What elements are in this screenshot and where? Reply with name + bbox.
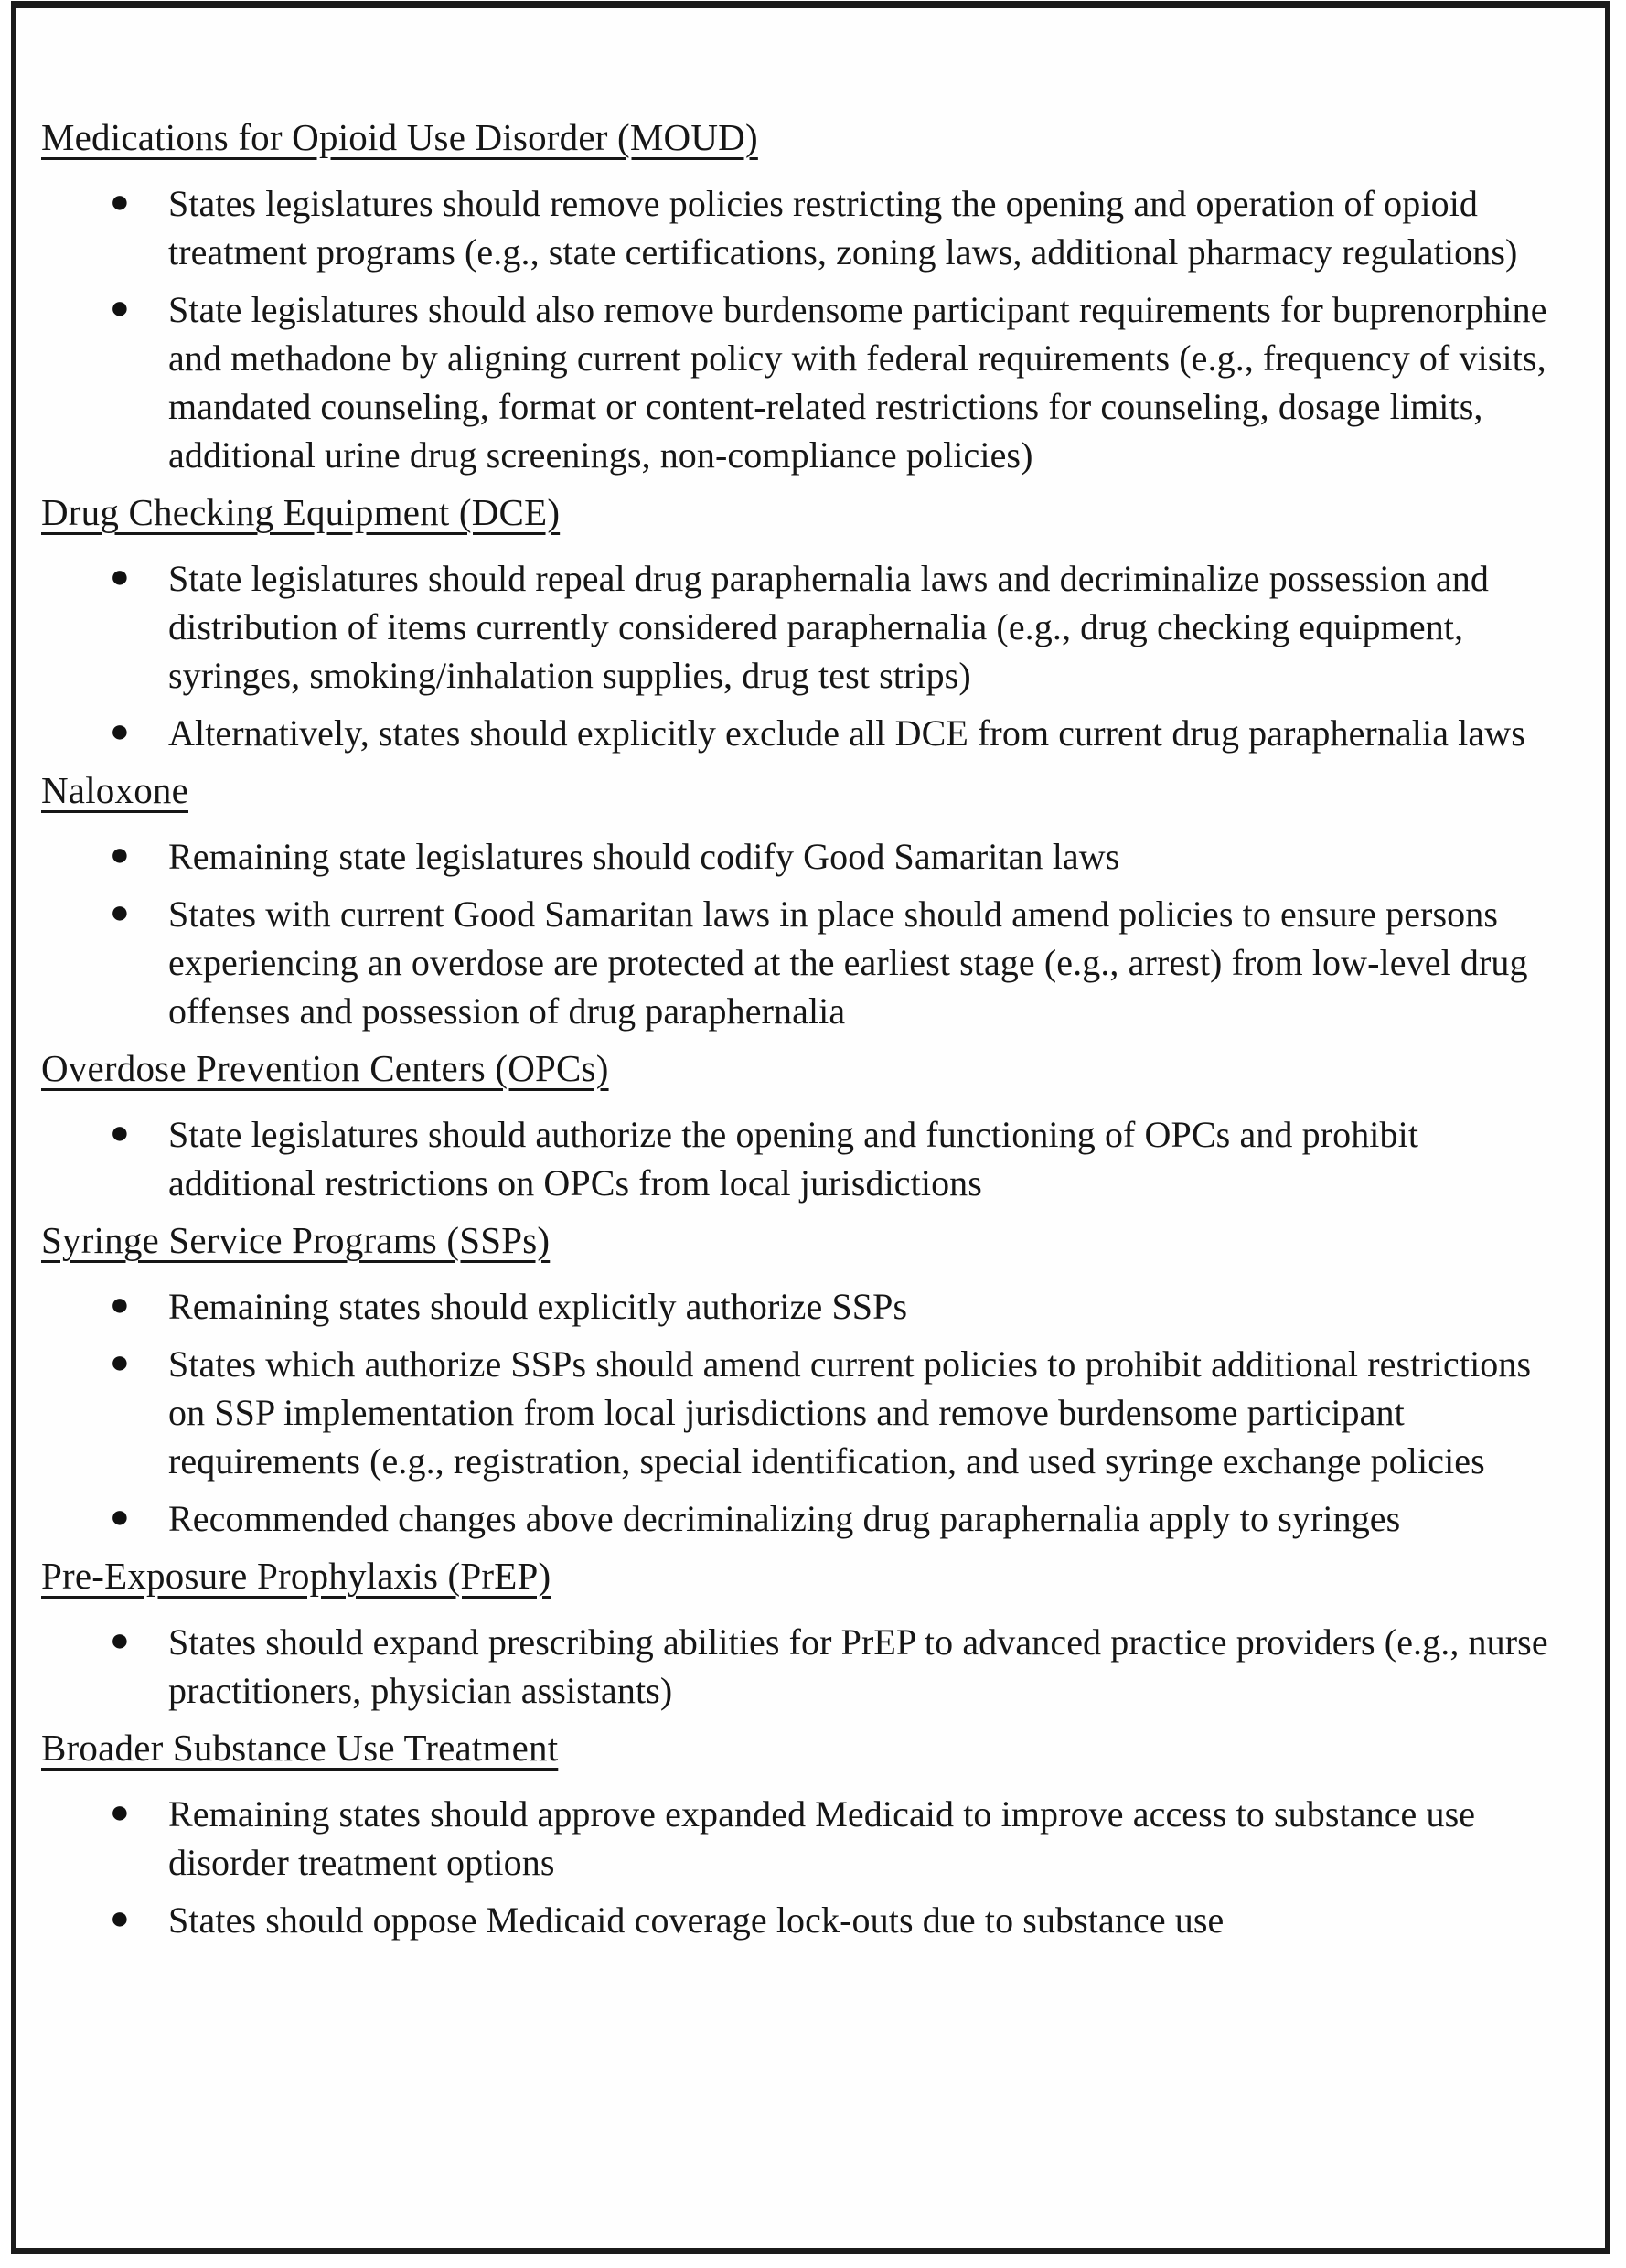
bullet-item — [110, 1340, 1559, 1485]
bullet-item — [110, 709, 1559, 757]
bullet-text: States with current Good Samaritan laws in place should amend policies to ensure persons experiencing an overdose are protected at the earliest stage (e.g., arrest) from low-level drug offenses and possession of drug paraphernalia — [168, 893, 1528, 1032]
bullet-icon: ● — [110, 836, 130, 872]
section-ssps — [41, 1216, 1559, 1543]
bullet-list-naloxone — [41, 832, 1559, 1035]
bullet-icon: ● — [110, 558, 130, 594]
bullet-item — [110, 1110, 1559, 1207]
document-content — [16, 8, 1605, 2248]
section-naloxone — [41, 766, 1559, 1035]
bullet-icon: ● — [110, 1114, 130, 1150]
bullet-icon: ● — [110, 1286, 130, 1322]
bullet-item — [110, 554, 1559, 700]
section-heading-moud: Medications for Opioid Use Disorder (MOUD) — [41, 116, 758, 158]
section-opcs — [41, 1044, 1559, 1207]
section-heading-prep: Pre-Exposure Prophylaxis (PrEP) — [41, 1555, 551, 1597]
bullet-list-broader-treatment — [41, 1790, 1559, 1944]
bullet-item — [110, 179, 1559, 276]
bullet-icon: ● — [110, 712, 130, 749]
bullet-item — [110, 1494, 1559, 1543]
bullet-text: State legislatures should authorize the opening and functioning of OPCs and prohibit additional restrictions on OPCs from local jurisdictions — [168, 1114, 1419, 1204]
bullet-text: Remaining state legislatures should codify Good Samaritan laws — [168, 836, 1120, 877]
bullet-text: States should oppose Medicaid coverage lock-outs due to substance use — [168, 1899, 1225, 1941]
bullet-item — [110, 1618, 1559, 1715]
bullet-icon: ● — [110, 1343, 130, 1380]
bullet-text: Remaining states should explicitly authorize SSPs — [168, 1286, 908, 1327]
bullet-icon: ● — [110, 1793, 130, 1830]
bullet-text: States should expand prescribing abilities for PrEP to advanced practice providers (e.g., nurse practitioners, physician assistants) — [168, 1621, 1548, 1711]
section-moud — [41, 113, 1559, 479]
bullet-item — [110, 832, 1559, 881]
section-heading-ssps: Syringe Service Programs (SSPs) — [41, 1219, 551, 1261]
section-broader-treatment — [41, 1724, 1559, 1944]
bullet-text: State legislatures should also remove burdensome participant requirements for buprenorphine and methadone by aligning current policy with federal requirements (e.g., frequency of visits, mandated counseling, format or content-related restrictions for counseling, dosage limits, additional urine drug screenings, non-compliance policies) — [168, 289, 1547, 476]
bullet-icon: ● — [110, 289, 130, 326]
section-heading-opcs: Overdose Prevention Centers (OPCs) — [41, 1047, 609, 1089]
section-prep — [41, 1552, 1559, 1715]
bullet-text: States which authorize SSPs should amend current policies to prohibit additional restrictions on SSP implementation from local jurisdictions and remove burdensome participant requirements (e.g., registration, special identification, and used syringe exchange policies — [168, 1343, 1532, 1482]
bullet-icon: ● — [110, 1899, 130, 1936]
bullet-icon: ● — [110, 893, 130, 930]
bullet-item — [110, 890, 1559, 1035]
section-heading-broader-treatment: Broader Substance Use Treatment — [41, 1727, 559, 1769]
bullet-text: Recommended changes above decriminalizing drug paraphernalia apply to syringes — [168, 1498, 1401, 1539]
bullet-list-opcs — [41, 1110, 1559, 1207]
bullet-text: State legislatures should repeal drug paraphernalia laws and decriminalize possession and distribution of items currently considered paraphernalia (e.g., drug checking equipment, syringes, smoking/inhalation supplies, drug test strips) — [168, 558, 1489, 696]
bullet-item — [110, 285, 1559, 479]
bullet-icon: ● — [110, 183, 130, 219]
bullet-icon: ● — [110, 1621, 130, 1658]
section-dce — [41, 488, 1559, 757]
bullet-list-ssps — [41, 1282, 1559, 1543]
bullet-list-moud — [41, 179, 1559, 479]
bullet-text: Alternatively, states should explicitly exclude all DCE from current drug paraphernalia laws — [168, 712, 1525, 754]
bullet-text: States legislatures should remove policies restricting the opening and operation of opioid treatment programs (e.g., state certifications, zoning laws, additional pharmacy regulations) — [168, 183, 1518, 273]
bullet-item — [110, 1790, 1559, 1887]
bullet-text: Remaining states should approve expanded Medicaid to improve access to substance use disorder treatment options — [168, 1793, 1476, 1883]
bullet-icon: ● — [110, 1498, 130, 1535]
bullet-item — [110, 1282, 1559, 1331]
section-heading-dce: Drug Checking Equipment (DCE) — [41, 491, 561, 533]
section-heading-naloxone: Naloxone — [41, 769, 188, 811]
bullet-list-prep — [41, 1618, 1559, 1715]
bullet-item — [110, 1896, 1559, 1944]
bullet-list-dce — [41, 554, 1559, 757]
